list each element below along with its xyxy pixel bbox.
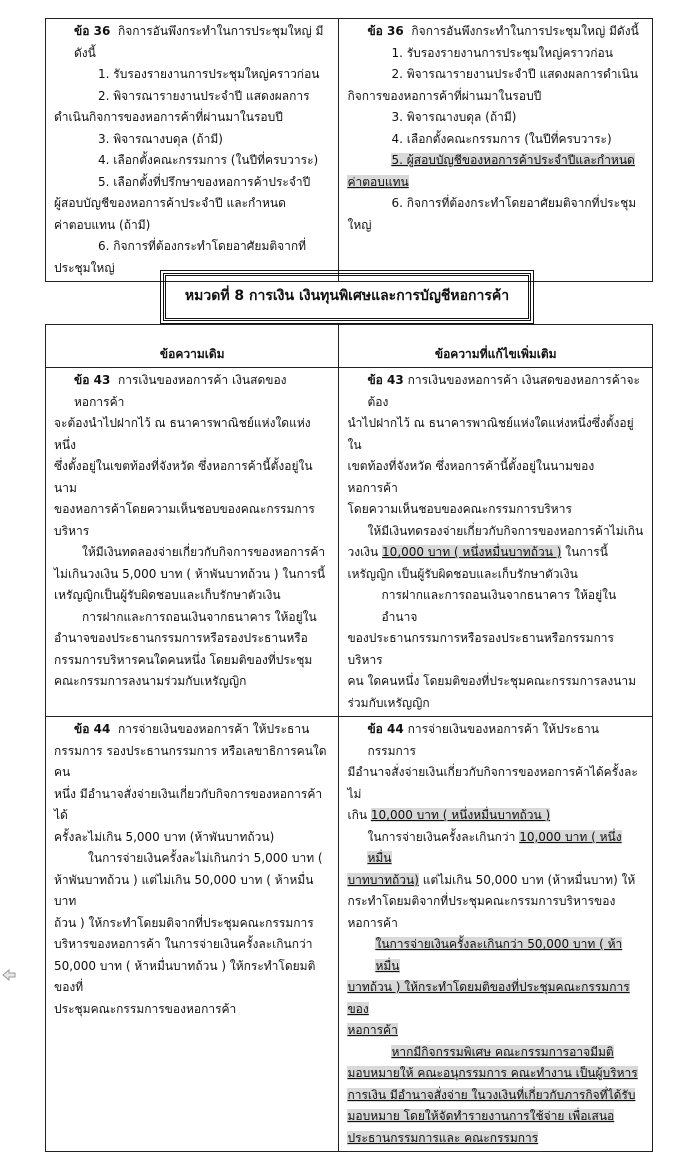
list-item: 1. รับรองรายงานการประชุมใหญ่คราวก่อน: [98, 67, 320, 81]
paragraph-line: การฝากและการถอนเงินจากธนาคาร ให้อยู่ในอำนาจ: [381, 588, 617, 624]
section-title-box: [163, 273, 531, 321]
paragraph-line: คณะกรรมการลงนามร่วมกับเหรัญญิก: [54, 674, 247, 688]
paragraph-line: บริหารของหอการค้า ในการจ่ายเงินครั้งละเกินกว่า: [54, 937, 313, 951]
amended-text-highlight: 10,000 บาท ( หนึ่งหมื่นบาทถ้วน ): [370, 808, 551, 822]
article-36-heading: กิจการอันพึงกระทำในการประชุมใหญ่ มีดังนี้: [74, 24, 324, 60]
header-original-cell: [46, 325, 339, 368]
list-item: ผู้สอบบัญชีของหอการค้าประจำปี และกำหนด: [54, 196, 286, 210]
list-item: 5. เลือกตั้งที่ปรึกษาของหอการค้าประจำปี: [98, 174, 311, 189]
paragraph-line: ซึ่งตั้งอยู่ในเขตท้องที่จังหวัด ซึ่งหอการค้านี้ตั้งอยู่ในนาม: [54, 459, 313, 495]
paragraph-line: วงเงิน: [347, 545, 383, 559]
paragraph-line: หอการค้า: [347, 915, 398, 930]
paragraph-line: หนึ่ง มีอำนาจสั่งจ่ายเงินเกี่ยวกับกิจการของหอการค้าได้: [54, 786, 323, 822]
amended-text-highlight: การเงิน มีอำนาจสั่งจ่าย ในวงเงินที่เกี่ยวกับภารกิจที่ได้รับ: [347, 1087, 636, 1102]
list-item: 1. รับรองรายงานการประชุมใหญ่คราวก่อน: [391, 45, 613, 60]
paragraph-line: ของหอการค้าโดยความเห็นชอบของคณะกรรมการ: [54, 502, 315, 516]
amended-text-highlight: ประธานกรรมการและ คณะกรรมการ: [347, 1130, 539, 1145]
paragraph-line: นำไปฝากไว้ ณ ธนาคารพาณิชย์แห่งใดแห่งหนึ่งซึ่งตั้งอยู่ใน: [347, 416, 634, 452]
list-item: 6. กิจการที่ต้องกระทำโดยอาศัยมติจากที่ประชุม: [391, 196, 637, 210]
list-item: 2. พิจารณารายงานประจำปี แสดงผลการดำเนิน: [391, 67, 639, 81]
amended-text-highlight: ในการจ่ายเงินครั้งละเกินกว่า 50,000 บาท ( ห้าหมื่น: [375, 937, 623, 973]
article-44-number: ข้อ 44: [74, 722, 111, 736]
article-36-original-cell: [46, 19, 339, 282]
article-43-original-cell: [46, 368, 339, 717]
article-43-number: ข้อ 43: [74, 373, 111, 387]
paragraph-line: ไม่เกินวงเงิน 5,000 บาท ( ห้าพันบาทถ้วน ) ในการนี้: [54, 566, 326, 581]
paragraph-line: ประชุมคณะกรรมการของหอการค้า: [54, 1001, 237, 1016]
paragraph-line: ห้าพันบาทถ้วน ) แต่ไม่เกิน 50,000 บาท ( ห้าหมื่นบาท: [54, 872, 314, 908]
paragraph-line: จะต้องนำไปฝากไว้ ณ ธนาคารพาณิชย์แห่งใดแห่งหนึ่ง: [54, 416, 311, 452]
paragraph-line: เขตท้องที่จังหวัด ซึ่งหอการค้านี้ตั้งอยู่ในนามของหอการค้า: [347, 459, 595, 495]
amended-text-highlight: หอการค้า: [347, 1023, 398, 1037]
paragraph-line: ของประธานกรรมการหรือรองประธานหรือกรรมการบริหาร: [347, 631, 614, 667]
list-item: ค่าตอบแทน (ถ้ามี): [54, 217, 151, 232]
paragraph-line: เกิน: [347, 808, 371, 822]
article-44-number: ข้อ 44: [367, 722, 404, 736]
paragraph-line: การเงินของหอการค้า เงินสดของหอการค้าจะต้อง: [367, 373, 640, 409]
paragraph-line: 50,000 บาท ( ห้าหมื่นบาทถ้วน ) ให้กระทำโดยมติของที่: [54, 958, 316, 994]
list-item: 6. กิจการที่ต้องกระทำโดยอาศัยมติจากที่: [98, 239, 307, 253]
amended-text-highlight: บาทถ้วน ) ให้กระทำโดยมติของที่ประชุมคณะกรรมการของ: [347, 980, 630, 1016]
article-44-original-cell: [46, 717, 339, 1152]
amended-text-highlight: มอบหมายให้ คณะอนุกรรมการ คณะทำงาน เป็นผู้บริหาร: [347, 1066, 638, 1080]
paragraph-line: การจ่ายเงินของหอการค้า ให้ประธาน: [117, 722, 310, 736]
list-item: 3. พิจารณางบดุล (ถ้ามี): [391, 110, 517, 124]
list-item: กิจการของหอการค้าที่ผ่านมาในรอบปี: [347, 88, 542, 103]
paragraph-line: กรรมการ รองประธานกรรมการ หรือเลขาธิการคนใดคน: [54, 743, 327, 779]
paragraph-line: ในการจ่ายเงินครั้งละเกินกว่า: [367, 829, 520, 844]
paragraph-line: เหรัญญิก เป็นผู้รับผิดชอบและเก็บรักษาตัวเงิน: [347, 566, 578, 581]
list-item: ใหญ่: [347, 217, 372, 232]
article-36-number: ข้อ 36: [367, 24, 404, 38]
amended-text-highlight: 10,000 บาท ( หนึ่งหมื่นบาทถ้วน ): [382, 545, 562, 559]
paragraph-line: ในการนี้: [561, 545, 608, 559]
article-44-amended-cell: [339, 717, 653, 1152]
article-36-amended-cell: [339, 19, 653, 282]
paragraph-line: แต่ไม่เกิน 50,000 บาท (ห้าหมื่นบาท) ให้: [418, 872, 636, 887]
list-item: ประชุมใหญ่: [54, 260, 115, 275]
paragraph-line: การเงินของหอการค้า เงินสดของหอการค้า: [74, 373, 287, 409]
paragraph-line: ครั้งละไม่เกิน 5,000 บาท (ห้าพันบาทถ้วน): [54, 829, 275, 844]
amended-text-highlight: บาทบาทถ้วน): [347, 872, 419, 887]
column-header-amended: ข้อความที่แก้ไขเพิ่มเติม: [434, 346, 557, 361]
list-item: 2. พิจารณารายงานประจำปี แสดงผลการ: [98, 88, 310, 103]
list-item: 4. เลือกตั้งคณะกรรมการ (ในปีที่ครบวาระ): [391, 131, 612, 146]
paragraph-line: โดยความเห็นชอบของคณะกรรมการบริหาร: [347, 502, 572, 516]
paragraph-line: คน ใดคนหนึ่ง โดยมติของที่ประชุมคณะกรรมการลงนาม: [347, 674, 637, 688]
column-header-original: ข้อความเดิม: [159, 346, 225, 361]
article-36-number: ข้อ 36: [74, 24, 111, 38]
amended-text-highlight: มอบหมาย โดยให้จัดทำรายงานการใช้จ่าย เพื่อเสนอ: [347, 1109, 615, 1123]
paragraph-line: บริหาร: [54, 523, 90, 538]
paragraph-line: ให้มีเงินทดลองจ่ายเกี่ยวกับกิจการของหอการค้า: [82, 545, 326, 559]
paragraph-line: ให้มีเงินทดรองจ่ายเกี่ยวกับกิจการของหอการค้าไม่เกิน: [367, 523, 644, 538]
amended-text-highlight: 5. ผู้สอบบัญชีของหอการค้าประจำปีและกำหนด: [391, 153, 635, 167]
paragraph-line: กรรมการบริหารคนใดคนหนึ่ง โดยมติของที่ประชุม: [54, 652, 313, 667]
paragraph-line: ในการจ่ายเงินครั้งละไม่เกินกว่า 5,000 บาท (: [88, 851, 323, 865]
paragraph-line: เหรัญญิกเป็นผู้รับผิดชอบและเก็บรักษาตัวเงิน: [54, 588, 281, 602]
paragraph-line: กระทำโดยมติจากที่ประชุมคณะกรรมการบริหารของ: [347, 894, 616, 908]
amended-text-highlight: หากมีกิจกรรมพิเศษ คณะกรรมการอาจมีมติ: [391, 1044, 614, 1059]
list-item: 4. เลือกตั้งคณะกรรมการ (ในปีที่ครบวาระ): [98, 153, 319, 167]
chapter-8-table: [45, 324, 653, 1152]
article-43-amended-cell: [339, 368, 653, 717]
article-36-table: [45, 18, 653, 282]
paragraph-line: การจ่ายเงินของหอการค้า ให้ประธานกรรมการ: [367, 722, 599, 758]
section-title: หมวดที่ 8 การเงิน เงินทุนพิเศษและการบัญชีหอการค้า: [184, 288, 510, 305]
amended-text-highlight: 10,000 บาท ( หนึ่งหมื่น: [367, 829, 622, 865]
article-36-heading: กิจการอันพึงกระทำในการประชุมใหญ่ มีดังนี้: [411, 24, 639, 38]
paragraph-line: อำนาจของประธานกรรมการหรือรองประธานหรือ: [54, 631, 308, 645]
article-43-number: ข้อ 43: [367, 373, 404, 387]
header-amended-cell: [339, 325, 653, 368]
arrow-left-icon[interactable]: [2, 968, 16, 982]
paragraph-line: ถ้วน ) ให้กระทำโดยมติจากที่ประชุมคณะกรรมการ: [54, 915, 314, 930]
list-item: ดำเนินกิจการของหอการค้าที่ผ่านมาในรอบปี: [54, 110, 283, 124]
list-item: 3. พิจารณางบดุล (ถ้ามี): [98, 131, 223, 146]
amended-text-highlight: ค่าตอบแทน: [347, 174, 409, 189]
paragraph-line: การฝากและการถอนเงินจากธนาคาร ให้อยู่ใน: [82, 609, 317, 624]
paragraph-line: มีอำนาจสั่งจ่ายเงินเกี่ยวกับกิจการของหอการค้าได้ครั้งละไม่: [347, 765, 638, 801]
paragraph-line: ร่วมกับเหรัญญิก: [347, 695, 430, 710]
